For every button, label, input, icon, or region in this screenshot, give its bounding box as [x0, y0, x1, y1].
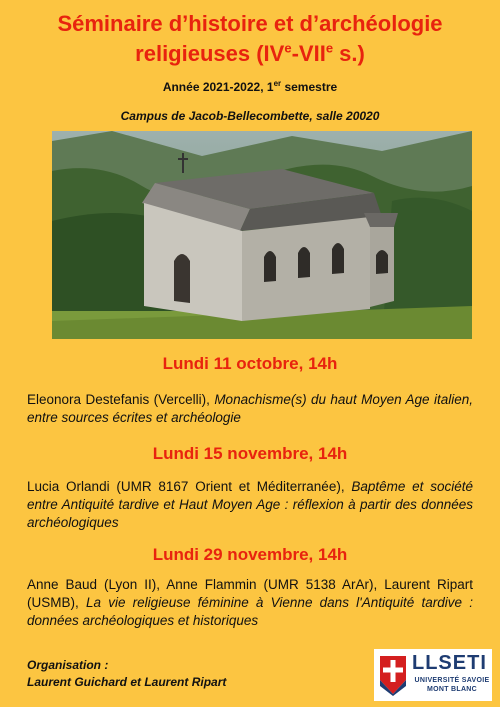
academic-year: Année 2021-2022, 1er semestre — [162, 79, 338, 94]
session-date-2: Lundi 15 novembre, 14h — [152, 444, 348, 463]
session-date-1: Lundi 11 octobre, 14h — [162, 354, 338, 373]
llseti-logo — [374, 649, 492, 701]
organisation-names: Laurent Guichard et Laurent Ripart — [27, 675, 227, 689]
organisation-block — [27, 657, 226, 691]
session-talk-1: Eleonora Destefanis (Vercelli), Monachisme(s) du haut Moyen Age italien, entre sources écrites et archéologie — [27, 392, 473, 425]
logo-name: LLSETI — [412, 652, 487, 674]
savoie-shield-icon — [378, 654, 408, 696]
seminar-title-line2: religieuses (IVe-VIIe s.) — [135, 40, 365, 66]
session-date-3: Lundi 29 novembre, 14h — [152, 545, 348, 564]
session-talk-2: Lucia Orlandi (UMR 8167 Orient et Méditerranée), Baptême et société entre Antiquité tardive et Haut Moyen Age : réflexion à partir des données archéologiques — [27, 479, 473, 530]
chapel-photo — [52, 131, 472, 339]
organisation-label: Organisation : — [27, 658, 109, 672]
campus-location: Campus de Jacob-Bellecombette, salle 20020 — [120, 109, 380, 123]
logo-university: UNIVERSITÉ SAVOIE — [414, 677, 490, 684]
session-talk-3: Anne Baud (Lyon II), Anne Flammin (UMR 5138 ArAr), Laurent Ripart (USMB), La vie religieuse féminine à Vienne dans l'Antiquité tardive : données archéologiques et historiques — [27, 577, 473, 628]
logo-university-location: MONT BLANC — [426, 686, 478, 693]
seminar-title-line1: Séminaire d’histoire et d’archéologie — [57, 11, 443, 36]
